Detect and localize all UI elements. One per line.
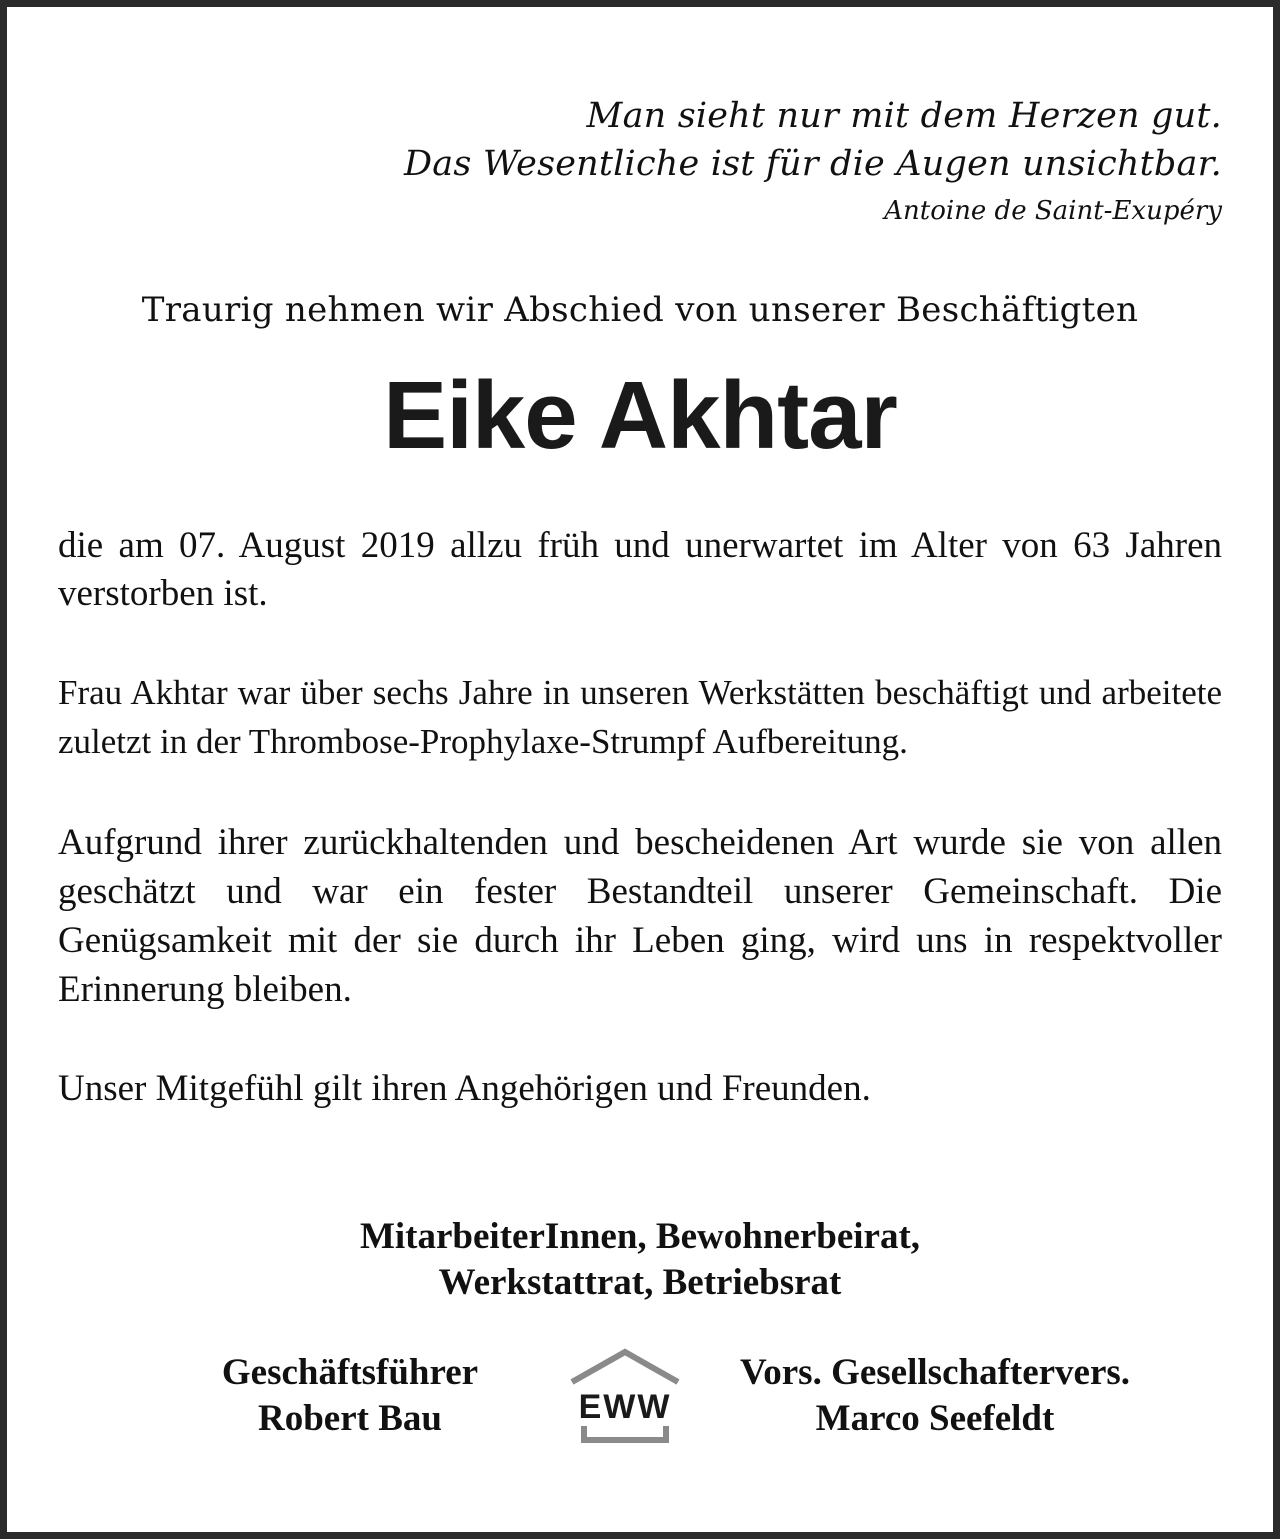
signers-group [0,1214,1280,1306]
paragraph-death-date: die am 07. August 2019 allzu früh und unerwartet im Alter von 63 Jahren verstorben ist. [58,525,1222,614]
logo-text: EWW [578,1388,672,1426]
paragraph-condolence: Unser Mitgefühl gilt ihren Angehörigen und Freunden. [58,1068,871,1109]
signature-left-role: Geschäftsführer [221,1352,479,1393]
motto-author: Antoine de Saint-Exupéry [884,196,1222,226]
signature-managing-director [170,1350,530,1442]
signers-line-2: Werkstattrat, Betriebsrat [438,1262,842,1303]
deceased-name: Eike Akhtar [383,362,897,469]
intro-text: Traurig nehmen wir Abschied von unserer Beschäftigten [141,290,1139,330]
signature-chair-shareholders [690,1350,1180,1442]
motto-quote [404,92,1222,230]
eww-logo-icon [562,1346,688,1446]
motto-line-1: Man sieht nur mit dem Herzen gut. [586,96,1222,136]
signature-left-name: Robert Bau [258,1398,442,1439]
paragraph-character: Aufgrund ihrer zurückhaltenden und bescheidenen Art wurde sie von allen geschätzt und war ein fester Bestandteil unserer Gemeinschaft. Die Genügsamkeit mit der sie durch ihr Leben ging, wird uns in respektvoller Erinnerung bleiben. [58,822,1222,1010]
signature-right-name: Marco Seefeldt [815,1398,1055,1439]
logo-base [584,1426,666,1440]
signers-line-1: MitarbeiterInnen, Bewohnerbeirat, [359,1216,921,1257]
paragraph-employment: Frau Akhtar war über sechs Jahre in unseren Werkstätten beschäftigt und arbeitete zuletzt in der Thrombose-Prophylaxe-Strumpf Aufbereitung. [58,673,1222,761]
signature-right-role: Vors. Gesellschaftervers. [739,1352,1131,1393]
logo-roof [572,1352,678,1382]
motto-line-2: Das Wesentliche ist für die Augen unsichtbar. [404,144,1222,184]
